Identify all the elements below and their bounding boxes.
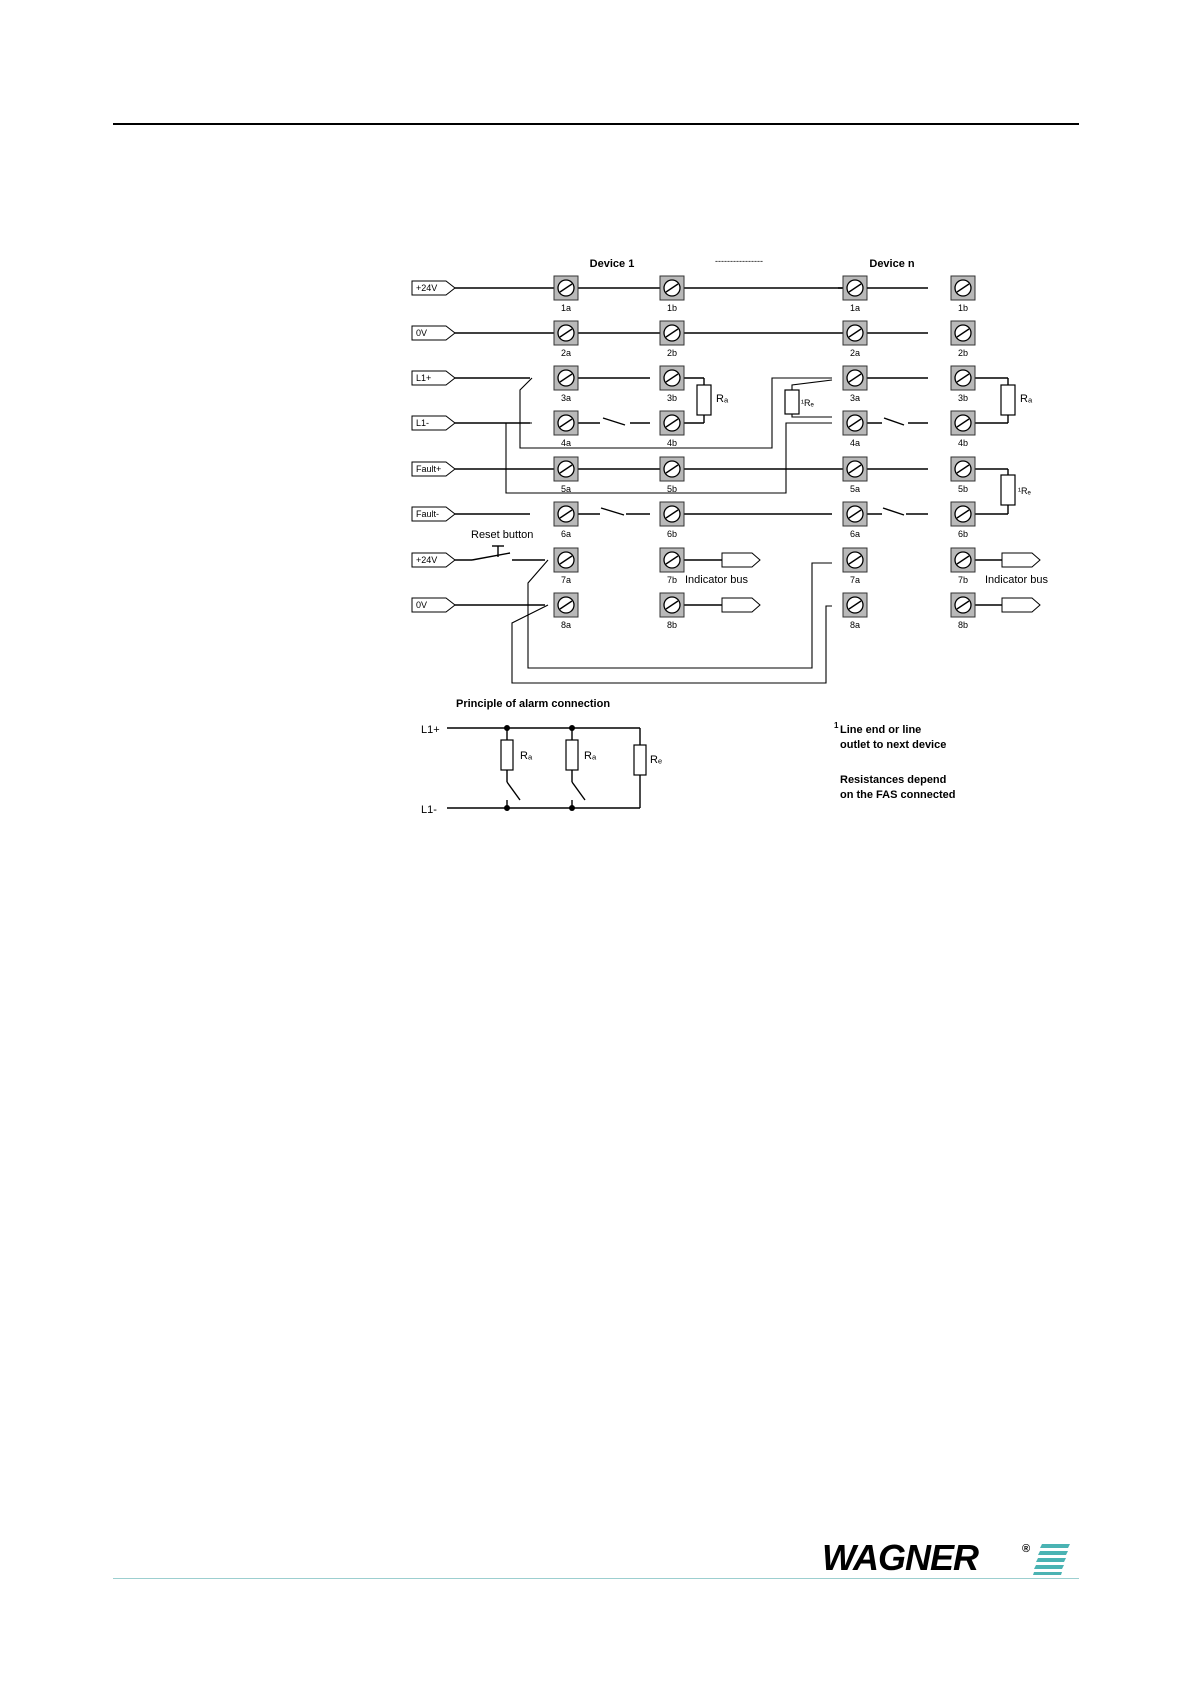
terminal-blocks — [554, 276, 975, 630]
input-tag — [412, 553, 455, 567]
terminal-devicen-a — [843, 276, 867, 313]
terminal-label: 4a — [849, 438, 861, 448]
principle-title: Principle of alarm connection — [456, 698, 611, 710]
logo-registered-mark: ® — [1022, 1543, 1031, 1555]
terminal-label: 1b — [666, 303, 678, 313]
alarm-principle — [421, 698, 662, 816]
terminal-devicen-a — [843, 457, 867, 494]
terminal-devicen-a — [843, 593, 867, 630]
terminal-device1-b — [660, 411, 684, 448]
input-tag-label: +24V — [416, 555, 438, 565]
terminal-devicen-a — [843, 321, 867, 358]
terminal-device1-b — [660, 276, 684, 313]
terminal-device1-a — [554, 457, 578, 494]
terminal-devicen-b — [951, 593, 975, 630]
input-tag — [412, 371, 455, 385]
input-tag-label: L1- — [416, 418, 430, 428]
input-tag-label: Fault- — [416, 509, 440, 519]
terminal-devicen-b — [951, 457, 975, 494]
indicator-bus-connector — [722, 598, 760, 612]
note2-line2: on the FAS connected — [840, 789, 956, 801]
principle-r3-label: Rₑ — [650, 754, 663, 766]
note1-line1: Line end or line — [840, 724, 922, 736]
resistor-re-devicen-label: ¹Rₑ — [801, 398, 814, 408]
terminal-label: 8b — [666, 620, 678, 630]
terminal-label: 1a — [560, 303, 572, 313]
indicator-bus-label-device1: Indicator bus — [685, 574, 748, 586]
terminal-devicen-b — [951, 548, 975, 585]
terminal-devicen-a — [843, 411, 867, 448]
terminal-device1-b — [660, 366, 684, 403]
indicator-bus-connector — [1002, 553, 1040, 567]
terminal-label: 5b — [957, 484, 969, 494]
wagner-logo — [820, 1538, 1080, 1578]
terminal-label: 4b — [957, 438, 969, 448]
terminal-label: 3b — [666, 393, 678, 403]
terminal-label: 7b — [666, 575, 678, 585]
logo-stripes-icon — [1033, 1544, 1070, 1575]
principle-r1-label: Rₐ — [520, 750, 533, 762]
logo-wordmark: WAGNER — [822, 1538, 978, 1578]
terminal-devicen-b — [951, 276, 975, 313]
terminal-label: 2b — [666, 348, 678, 358]
terminal-label: 3b — [957, 393, 969, 403]
terminal-label: 1b — [957, 303, 969, 313]
notes — [834, 721, 956, 801]
terminal-label: 3a — [560, 393, 572, 403]
input-tag — [412, 462, 455, 476]
note-superscript: 1 — [834, 721, 839, 730]
terminal-label: 5b — [666, 484, 678, 494]
resistor-re-devicen-fault-label: ¹Rₑ — [1018, 486, 1031, 496]
resistor-ra-devicen-label: Rₐ — [1020, 393, 1033, 405]
principle-resistor-re — [634, 745, 646, 775]
terminal-devicen-b — [951, 321, 975, 358]
resistor-re-devicen — [785, 390, 799, 414]
terminal-label: 3a — [849, 393, 861, 403]
note2-line1: Resistances depend — [840, 774, 947, 786]
input-tag-label: +24V — [416, 283, 438, 293]
terminal-label: 7b — [957, 575, 969, 585]
terminal-device1-a — [554, 321, 578, 358]
terminal-device1-a — [554, 502, 578, 539]
footer-rule — [113, 1578, 1079, 1579]
terminal-label: 2b — [957, 348, 969, 358]
principle-r2-label: Rₐ — [584, 750, 597, 762]
terminal-device1-a — [554, 411, 578, 448]
terminal-label: 4a — [560, 438, 572, 448]
devices-ellipsis: ---------------- — [715, 256, 763, 266]
terminal-label: 6a — [849, 529, 861, 539]
terminal-device1-b — [660, 321, 684, 358]
wires — [455, 288, 1012, 683]
indicator-bus-connector — [1002, 598, 1040, 612]
terminal-label: 4b — [666, 438, 678, 448]
terminal-devicen-a — [843, 548, 867, 585]
terminal-device1-b — [660, 593, 684, 630]
terminal-device1-b — [660, 457, 684, 494]
resistor-ra-device1-label: Rₐ — [716, 393, 729, 405]
terminal-label: 6b — [957, 529, 969, 539]
terminal-device1-a — [554, 366, 578, 403]
input-tag-label: 0V — [416, 328, 428, 338]
terminal-label: 6a — [560, 529, 572, 539]
input-tags — [412, 281, 455, 612]
terminal-device1-a — [554, 548, 578, 585]
input-tag-label: Fault+ — [416, 464, 442, 474]
terminal-devicen-b — [951, 366, 975, 403]
terminal-devicen-a — [843, 502, 867, 539]
principle-l1-minus: L1- — [421, 804, 437, 816]
terminal-label: 7a — [560, 575, 572, 585]
terminal-label: 8a — [849, 620, 861, 630]
note1-line2: outlet to next device — [840, 739, 947, 751]
terminal-label: 7a — [849, 575, 861, 585]
terminal-label: 2a — [849, 348, 861, 358]
terminal-device1-b — [660, 502, 684, 539]
input-tag — [412, 326, 455, 340]
terminal-label: 1a — [849, 303, 861, 313]
indicator-bus-connector — [722, 553, 760, 567]
terminal-devicen-b — [951, 411, 975, 448]
input-tag — [412, 416, 455, 430]
input-tag-label: L1+ — [416, 373, 432, 383]
indicator-bus-label-devicen: Indicator bus — [985, 574, 1048, 586]
principle-resistor-ra-1 — [501, 740, 513, 770]
terminal-label: 8b — [957, 620, 969, 630]
terminal-label: 2a — [560, 348, 572, 358]
resistor-ra-devicen — [1001, 385, 1015, 415]
devicen-title: Device n — [869, 258, 915, 270]
principle-resistor-ra-2 — [566, 740, 578, 770]
terminal-devicen-b — [951, 502, 975, 539]
terminal-label: 8a — [560, 620, 572, 630]
terminal-label: 5a — [849, 484, 861, 494]
resistor-re-devicen-fault — [1001, 475, 1015, 505]
input-tag — [412, 281, 455, 295]
terminal-device1-a — [554, 593, 578, 630]
principle-l1-plus: L1+ — [421, 724, 440, 736]
terminal-label: 5a — [560, 484, 572, 494]
terminal-device1-a — [554, 276, 578, 313]
terminal-label: 6b — [666, 529, 678, 539]
input-tag — [412, 598, 455, 612]
device1-title: Device 1 — [589, 258, 635, 270]
input-tag-label: 0V — [416, 600, 428, 610]
terminal-devicen-a — [843, 366, 867, 403]
input-tag — [412, 507, 455, 521]
terminal-device1-b — [660, 548, 684, 585]
resistor-ra-device1 — [697, 385, 711, 415]
reset-button-label: Reset button — [471, 529, 534, 541]
